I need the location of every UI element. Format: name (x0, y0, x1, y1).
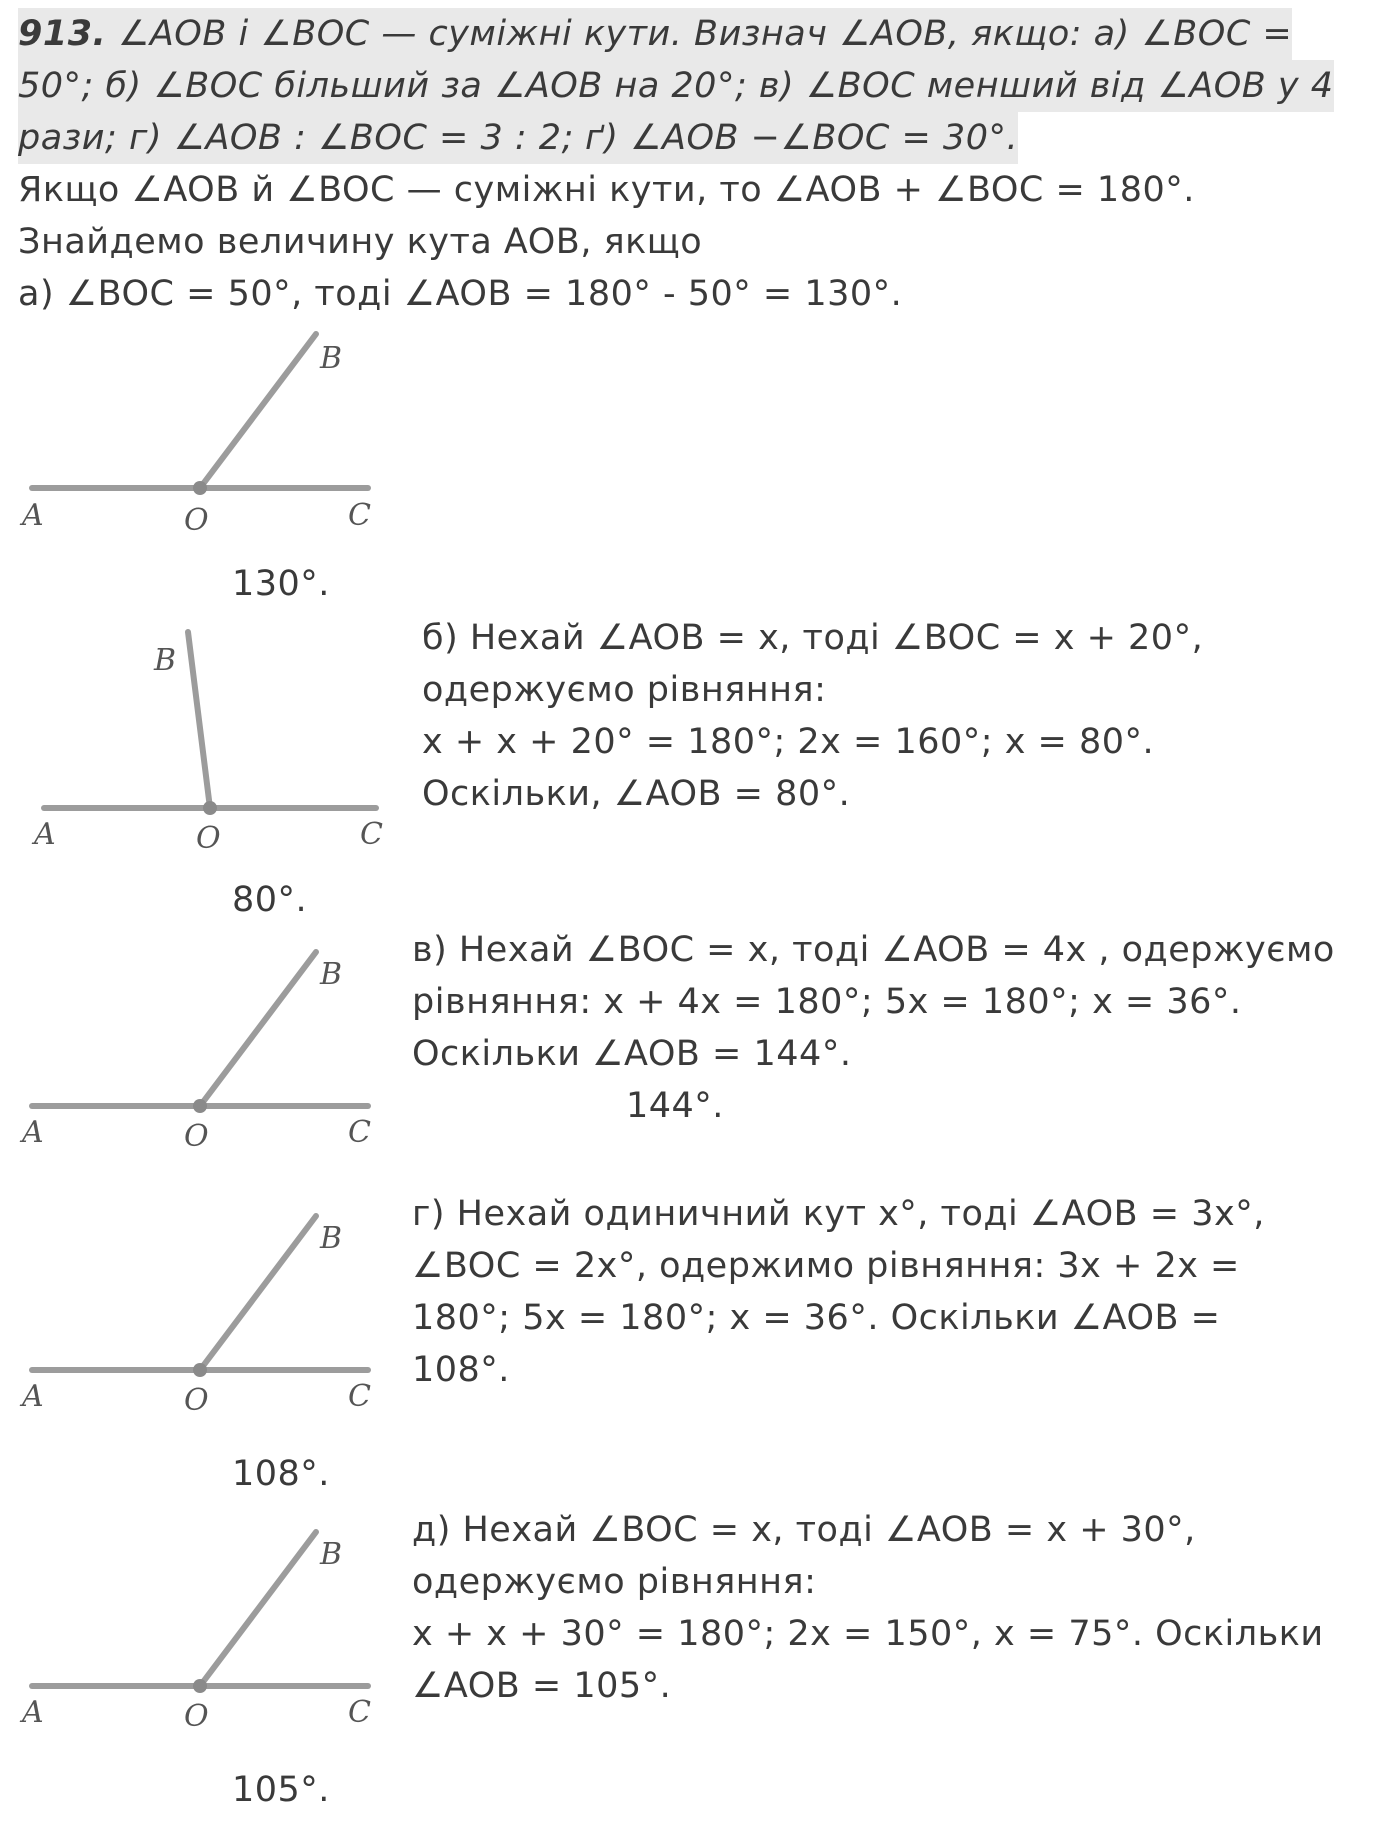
ray-ob (200, 1216, 316, 1370)
figure-b (0, 620, 400, 856)
vertex-o (193, 481, 207, 495)
part-g-line-2: ∠BOC = 2x°, одержимо рівняння: 3x + 2x = (412, 1246, 1240, 1286)
ray-ob (200, 952, 316, 1106)
ray-ob (200, 1532, 316, 1686)
part-a-line-1: а) ∠BOC = 50°, тоді ∠AOB = 180° - 50° = 130°. (18, 274, 903, 314)
vertex-o (193, 1363, 207, 1377)
part-d-line-1: д) Нехай ∠BOC = x, тоді ∠AOB = x + 30°, (412, 1510, 1196, 1550)
label-o: O (184, 503, 209, 538)
label-a: A (22, 1695, 44, 1730)
label-o: O (184, 1699, 209, 1734)
part-g-line-3: 180°; 5x = 180°; x = 36°. Оскільки ∠AOB = (412, 1298, 1221, 1338)
part-d-answer: 105°. (232, 1770, 330, 1810)
label-c: C (360, 817, 383, 852)
label-b: B (320, 957, 343, 992)
label-b: B (154, 643, 177, 678)
ray-ob (188, 632, 210, 808)
label-o: O (196, 821, 221, 856)
label-b: B (320, 341, 343, 376)
label-a: A (22, 1115, 44, 1150)
label-b: B (320, 1221, 343, 1256)
problem-text-1: ∠AOB і ∠BOC — суміжні кути. Визнач ∠AOB, якщо: а) ∠BOC = (106, 14, 1293, 54)
figure-d (0, 1520, 400, 1740)
part-v-line-1: в) Нехай ∠BOC = x, тоді ∠AOB = 4x , одержуємо (412, 930, 1335, 970)
figure-a (0, 320, 400, 540)
part-v-line-2: рівняння: x + 4x = 180°; 5x = 180°; x = 36°. (412, 982, 1242, 1022)
vertex-o (203, 801, 217, 815)
part-b-line-1: б) Нехай ∠AOB = x, тоді ∠BOC = x + 20°, (422, 618, 1204, 658)
part-d-line-4: ∠AOB = 105°. (412, 1666, 672, 1706)
label-o: O (184, 1119, 209, 1154)
part-g-line-4: 108°. (412, 1350, 510, 1390)
problem-number: 913. (18, 14, 107, 54)
part-g-answer: 108°. (232, 1454, 330, 1494)
problem-line-3: рази; г) ∠AOB : ∠BOC = 3 : 2; ґ) ∠AOB −∠BOC = 30°. (18, 112, 1018, 164)
figure-v (0, 940, 400, 1160)
part-g-line-1: г) Нехай одиничний кут x°, тоді ∠AOB = 3x°, (412, 1194, 1265, 1234)
intro-line-2: Знайдемо величину кута AOB, якщо (18, 222, 703, 262)
vertex-o (193, 1099, 207, 1113)
problem-line-1 (18, 8, 1292, 60)
label-o: O (184, 1383, 209, 1418)
label-c: C (348, 1695, 371, 1730)
label-c: C (348, 498, 371, 533)
intro-line-1: Якщо ∠AOB й ∠BOC — суміжні кути, то ∠AOB + ∠BOC = 180°. (18, 170, 1195, 210)
label-a: A (22, 498, 44, 533)
ray-ob (200, 334, 316, 488)
label-a: A (34, 817, 56, 852)
part-b-line-4: Оскільки, ∠AOB = 80°. (422, 774, 851, 814)
label-c: C (348, 1115, 371, 1150)
part-a-answer: 130°. (232, 564, 330, 604)
part-v-answer: 144°. (626, 1086, 724, 1126)
problem-line-2: 50°; б) ∠BOC більший за ∠AOB на 20°; в) ∠BOC менший від ∠AOB у 4 (18, 60, 1334, 112)
part-b-answer: 80°. (232, 880, 308, 920)
figure-g (0, 1200, 400, 1420)
part-d-line-3: x + x + 30° = 180°; 2x = 150°, x = 75°. Оскільки (412, 1614, 1324, 1654)
part-b-line-3: x + x + 20° = 180°; 2x = 160°; x = 80°. (422, 722, 1155, 762)
label-c: C (348, 1379, 371, 1414)
vertex-o (193, 1679, 207, 1693)
part-v-line-3: Оскільки ∠AOB = 144°. (412, 1034, 852, 1074)
label-b: B (320, 1537, 343, 1572)
part-d-line-2: одержуємо рівняння: (412, 1562, 817, 1602)
part-b-line-2: одержуємо рівняння: (422, 670, 827, 710)
label-a: A (22, 1379, 44, 1414)
